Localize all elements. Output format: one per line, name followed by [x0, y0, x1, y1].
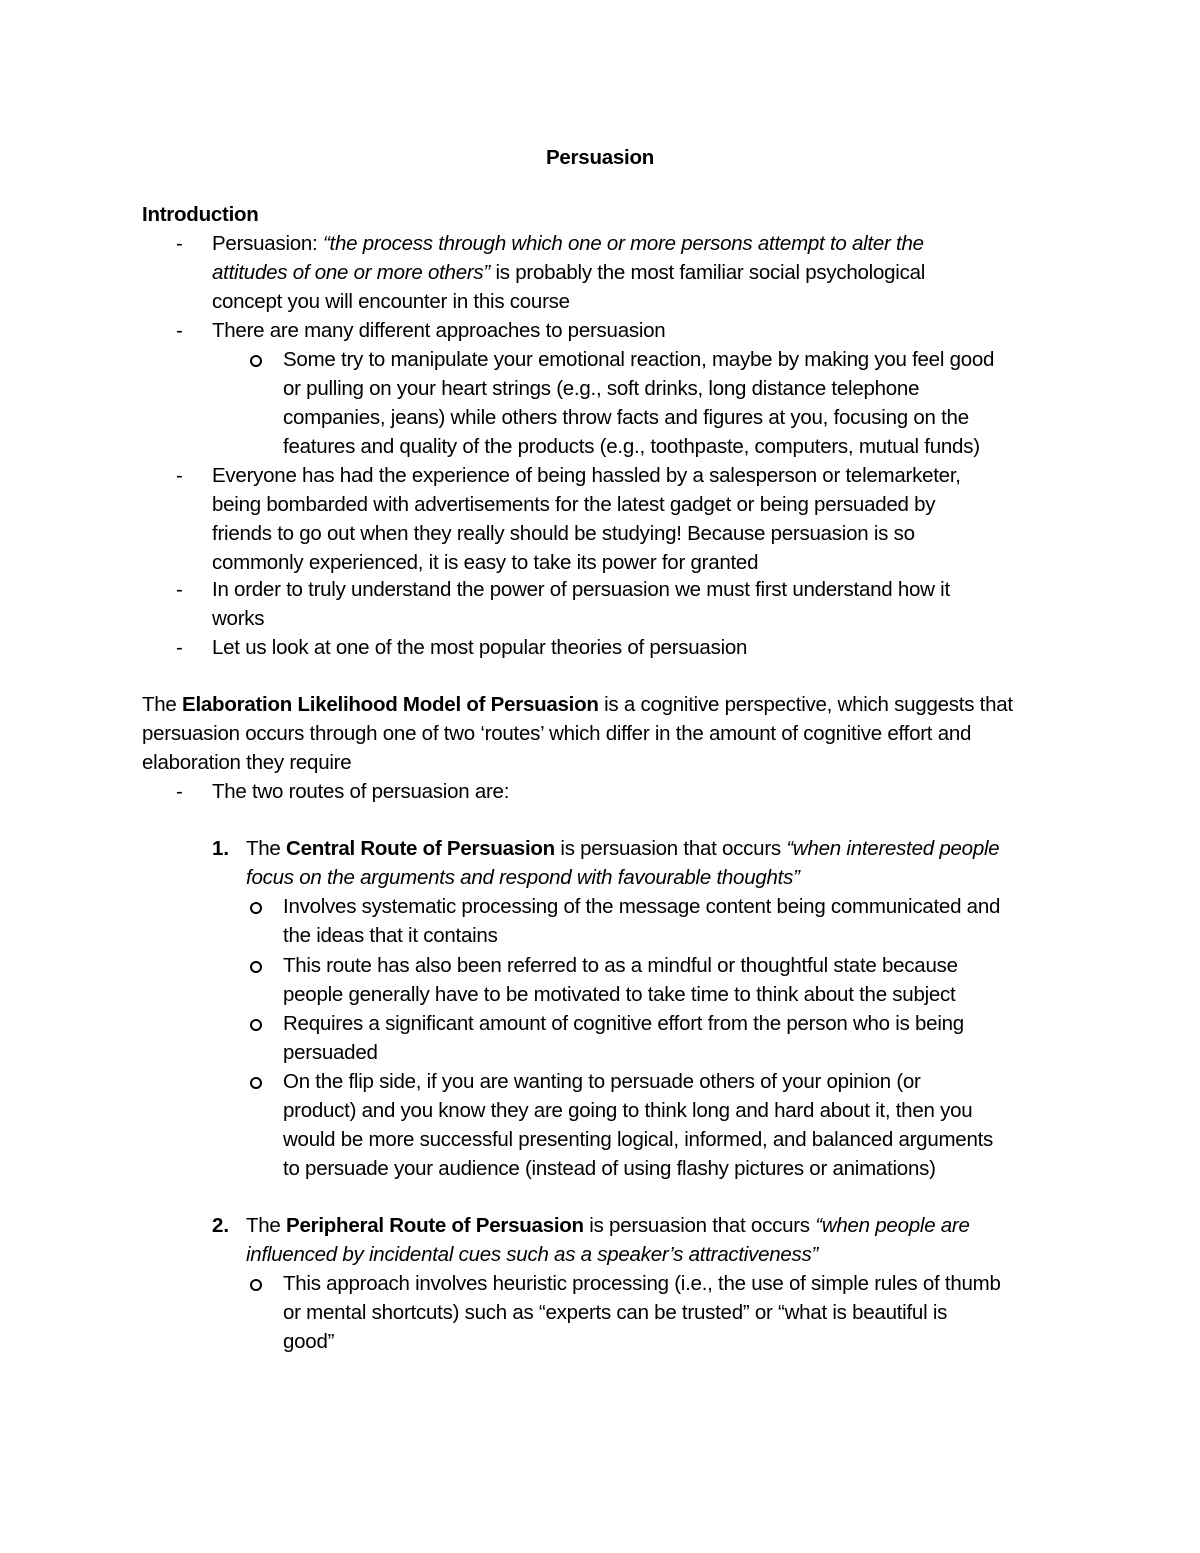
- elm-line-1: The Elaboration Likelihood Model of Persuasion is a cognitive perspective, which suggests that: [142, 693, 1013, 716]
- circle-bullet-icon: [250, 1279, 262, 1291]
- route-1-number: 1.: [212, 837, 230, 860]
- route-1-bullet-4-line-2: product) and you know they are going to think long and hard about it, then you: [283, 1099, 973, 1122]
- dash-marker: -: [176, 578, 183, 601]
- route-2-line-1: The Peripheral Route of Persuasion is persuasion that occurs “when people are: [246, 1214, 970, 1237]
- intro-item-1-line-3: concept you will encounter in this course: [212, 290, 570, 313]
- route-2-bullet-1-line-2: or mental shortcuts) such as “experts can be trusted” or “what is beautiful is: [283, 1301, 948, 1324]
- route-2-line-2: influenced by incidental cues such as a speaker’s attractiveness”: [246, 1243, 819, 1266]
- elm-dash-item: The two routes of persuasion are:: [212, 780, 510, 803]
- route-1-line-1: The Central Route of Persuasion is persuasion that occurs “when interested people: [246, 837, 1000, 860]
- route-2-bullet-1-line-1: This approach involves heuristic processing (i.e., the use of simple rules of thumb: [283, 1272, 1001, 1295]
- dash-marker: -: [176, 780, 183, 803]
- circle-bullet-icon: [250, 1077, 262, 1089]
- circle-bullet-icon: [250, 1019, 262, 1031]
- route-1-bullet-3-line-1: Requires a significant amount of cognitive effort from the person who is being: [283, 1012, 964, 1035]
- elm-line-3: elaboration they require: [142, 751, 352, 774]
- intro-item-1-line-1: Persuasion: “the process through which one or more persons attempt to alter the: [212, 232, 924, 255]
- route-1-bullet-2-line-2: people generally have to be motivated to take time to think about the subject: [283, 983, 956, 1006]
- dash-marker: -: [176, 232, 183, 255]
- route-2-bullet-1-line-3: good”: [283, 1330, 335, 1353]
- dash-marker: -: [176, 636, 183, 659]
- intro-item-4-line-2: works: [212, 607, 265, 630]
- intro-item-4-line-1: In order to truly understand the power of persuasion we must first understand how it: [212, 578, 950, 601]
- page-title: Persuasion: [545, 146, 655, 169]
- dash-marker: -: [176, 464, 183, 487]
- route-1-bullet-1-line-1: Involves systematic processing of the message content being communicated and: [283, 895, 1001, 918]
- intro-sub-line-2: or pulling on your heart strings (e.g., soft drinks, long distance telephone: [283, 377, 920, 400]
- route-1-line-2: focus on the arguments and respond with favourable thoughts”: [246, 866, 800, 889]
- dash-marker: -: [176, 319, 183, 342]
- intro-item-5-line-1: Let us look at one of the most popular theories of persuasion: [212, 636, 748, 659]
- route-1-bullet-4-line-3: would be more successful presenting logical, informed, and balanced arguments: [283, 1128, 994, 1151]
- intro-item-3-line-2: being bombarded with advertisements for the latest gadget or being persuaded by: [212, 493, 936, 516]
- intro-item-3-line-4: commonly experienced, it is easy to take its power for granted: [212, 551, 759, 574]
- intro-item-3-line-3: friends to go out when they really should be studying! Because persuasion is so: [212, 522, 915, 545]
- intro-item-3-line-1: Everyone has had the experience of being hassled by a salesperson or telemarketer,: [212, 464, 961, 487]
- route-1-bullet-2-line-1: This route has also been referred to as a mindful or thoughtful state because: [283, 954, 958, 977]
- intro-sub-line-1: Some try to manipulate your emotional reaction, maybe by making you feel good: [283, 348, 995, 371]
- circle-bullet-icon: [250, 961, 262, 973]
- intro-item-2-line-1: There are many different approaches to persuasion: [212, 319, 666, 342]
- route-2-number: 2.: [212, 1214, 230, 1237]
- route-1-bullet-4-line-4: to persuade your audience (instead of using flashy pictures or animations): [283, 1157, 936, 1180]
- intro-sub-line-4: features and quality of the products (e.g., toothpaste, computers, mutual funds): [283, 435, 980, 458]
- route-1-bullet-3-line-2: persuaded: [283, 1041, 378, 1064]
- elm-line-2: persuasion occurs through one of two ‘routes’ which differ in the amount of cognitive effort and: [142, 722, 972, 745]
- section-heading-introduction: Introduction: [142, 203, 259, 226]
- intro-sub-line-3: companies, jeans) while others throw facts and figures at you, focusing on the: [283, 406, 969, 429]
- route-1-bullet-4-line-1: On the flip side, if you are wanting to persuade others of your opinion (or: [283, 1070, 921, 1093]
- route-1-bullet-1-line-2: the ideas that it contains: [283, 924, 498, 947]
- intro-item-1-line-2: attitudes of one or more others” is probably the most familiar social psychological: [212, 261, 926, 284]
- circle-bullet-icon: [250, 355, 262, 367]
- circle-bullet-icon: [250, 902, 262, 914]
